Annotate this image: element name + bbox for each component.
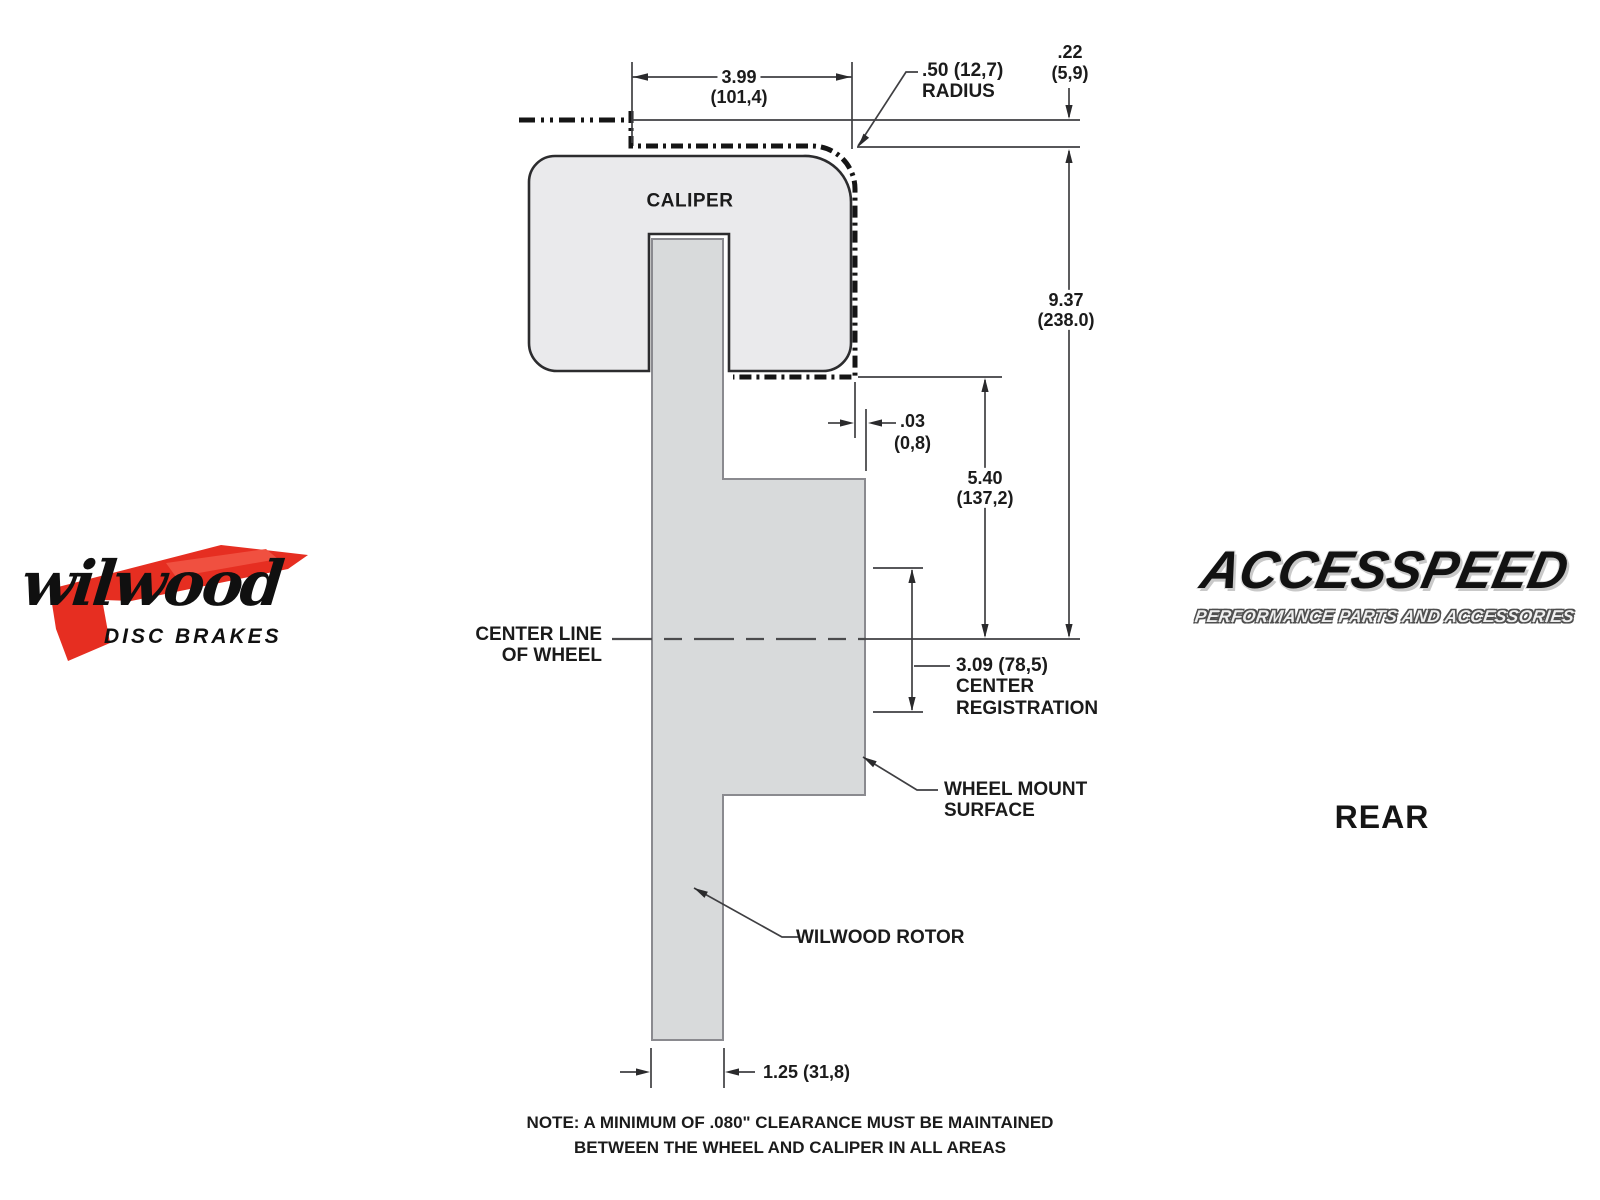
dim-mount-to-center-mm: (137,2): [956, 488, 1014, 508]
dim-overall-height: [1033, 290, 1098, 330]
centerline-label-line1: CENTER LINE: [475, 624, 602, 645]
rotor-label: WILWOOD ROTOR: [796, 927, 965, 948]
center-registration-label: [956, 655, 1098, 719]
wheel-mount-label-line1: WHEEL MOUNT: [944, 779, 1088, 800]
wilwood-wordmark: wilwood: [18, 547, 285, 620]
view-label-rear: REAR: [1334, 799, 1430, 835]
note-line1: NOTE: A MINIMUM OF .080" CLEARANCE MUST BE MAINTAINED: [526, 1113, 1054, 1132]
centerline-label: [420, 624, 602, 667]
wilwood-tagline: DISC BRAKES: [104, 625, 282, 648]
wilwood-logo: [16, 533, 331, 665]
caliper-label: CALIPER: [646, 190, 734, 212]
dim-caliper-clearance-in: .03: [900, 411, 926, 431]
centerline-label-line2: OF WHEEL: [501, 645, 602, 667]
wheel-mount-label: [944, 779, 1087, 822]
dim-radius-word: RADIUS: [922, 81, 995, 102]
dim-rotor-width: 1.25 (31,8): [763, 1062, 851, 1082]
dim-width-in: 3.99: [717, 67, 760, 87]
dim-mount-to-center: [952, 468, 1017, 508]
dim-width-mm: (101,4): [710, 87, 768, 107]
center-registration-word1: CENTER: [956, 676, 1035, 698]
accesspeed-logo: [1193, 540, 1577, 627]
dim-overall-height-in: 9.37: [1048, 289, 1084, 310]
dim-caliper-clearance-mm: (0,8): [894, 433, 932, 453]
dim-overall-height-mm: (238.0): [1037, 310, 1095, 330]
accesspeed-wordmark: ACCESSPEED: [1196, 541, 1574, 600]
accesspeed-tagline: PERFORMANCE PARTS AND ACCESSORIES: [1194, 607, 1576, 626]
dim-wheel-clearance-mm: (5,9): [1051, 63, 1089, 83]
dim-radius-value: .50 (12,7): [922, 60, 1004, 81]
center-registration-word2: REGISTRATION: [956, 697, 1099, 719]
dim-mount-to-center-in: 5.40: [967, 467, 1003, 488]
wheel-mount-label-line2: SURFACE: [944, 800, 1035, 822]
note-line2: BETWEEN THE WHEEL AND CALIPER IN ALL AREAS: [574, 1138, 1006, 1157]
center-registration-value: 3.09 (78,5): [956, 655, 1048, 676]
dim-wheel-clearance-in: .22: [1057, 42, 1083, 62]
